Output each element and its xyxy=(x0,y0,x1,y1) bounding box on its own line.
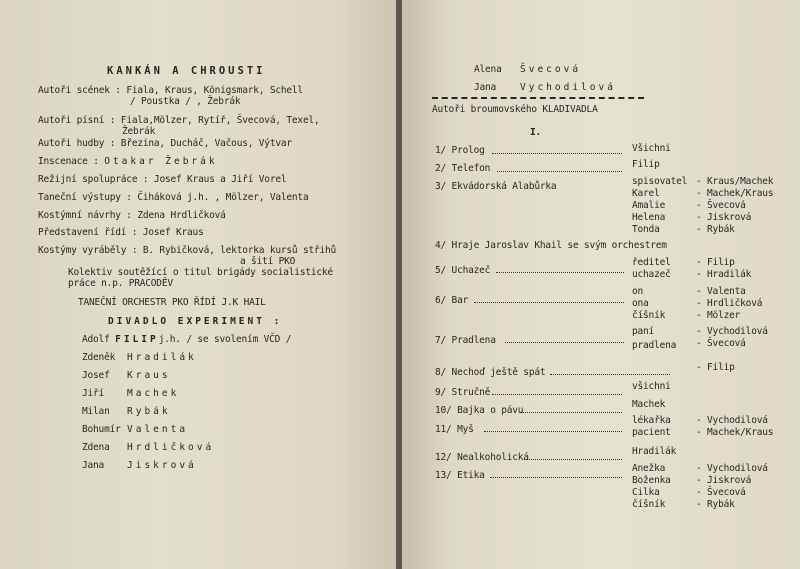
orchestra-line: TANEČNÍ ORCHESTR PKO ŘÍDÍ J.K HAIL xyxy=(78,297,266,308)
theatre-heading: DIVADLO EXPERIMENT : xyxy=(108,316,283,327)
program-item: 1/ Prolog xyxy=(435,145,485,156)
program-actor: - Valenta xyxy=(696,286,746,297)
leader-dots xyxy=(474,302,624,303)
leader-dots xyxy=(505,342,624,343)
leader-dots xyxy=(490,477,622,478)
credit-line: Autoři hudby : Březina, Ducháč, Vačous, Výtvar xyxy=(38,138,292,149)
leader-dots xyxy=(550,374,670,375)
program-role: Karel xyxy=(632,188,660,199)
program-item: 11/ Myš xyxy=(435,424,474,435)
cast-row-surname: Jiskrová xyxy=(127,460,197,471)
program-role: ředitel xyxy=(632,257,671,268)
credit-line: / Poustka / , Žebrák xyxy=(130,96,241,107)
leader-dots xyxy=(496,272,624,273)
program-item: 8/ Nechoď ještě spát xyxy=(435,367,546,378)
program-actor: - Rybák xyxy=(696,224,735,235)
program-role: Helena xyxy=(632,212,666,223)
cast-row: Zdeněk xyxy=(82,352,116,363)
program-role: Anežka xyxy=(632,463,666,474)
program-role: uchazeč xyxy=(632,269,671,280)
program-role: Tonda xyxy=(632,224,660,235)
cast-row: Jiří xyxy=(82,388,105,399)
right-page xyxy=(402,0,800,569)
program-actor: - Vychodilová xyxy=(696,326,768,337)
cast-row: Jana xyxy=(82,460,105,471)
credit-line: Taneční výstupy : Čiháková j.h. , Mölzer, Valenta xyxy=(38,192,309,203)
leader-dots xyxy=(492,394,622,395)
ensemble-line: Autoři broumovského KLADIVADLA xyxy=(432,104,598,115)
cast-row-surname: Machek xyxy=(127,388,180,399)
program-item: 12/ Nealkoholická xyxy=(435,452,529,463)
cast-row-surname: Rybák xyxy=(127,406,171,417)
program-actor: - Hrdličková xyxy=(696,298,763,309)
credit-line: Autoři scének : Fiala, Kraus, Königsmark, Schell xyxy=(38,85,303,96)
program-role: on xyxy=(632,286,644,297)
program-actor: - Jiskrová xyxy=(696,475,752,486)
program-item: 3/ Ekvádorská Alabůrka xyxy=(435,181,557,192)
program-role: lékařka xyxy=(632,415,671,426)
cast-row: Milan xyxy=(82,406,110,417)
leader-dots xyxy=(484,431,622,432)
program-item: 7/ Pradlena xyxy=(435,335,496,346)
program-role: Filip xyxy=(632,159,660,170)
program-item: 5/ Uchazeč xyxy=(435,265,491,276)
program-actor: - Kraus/Machek xyxy=(696,176,774,187)
program-item: 9/ Stručně xyxy=(435,387,491,398)
program-item: 10/ Bajka o pávu xyxy=(435,405,524,416)
program-role: Cilka xyxy=(632,487,660,498)
program-actor: - Filip xyxy=(696,362,735,373)
cast-row: Josef xyxy=(82,370,110,381)
program-actor: - Machek/Kraus xyxy=(696,188,774,199)
program-role: Boženka xyxy=(632,475,671,486)
program-actor: - Švecová xyxy=(696,338,746,349)
author-first: Jana xyxy=(474,82,497,93)
credit-line: a šití PKO xyxy=(240,256,296,267)
cast-row: Bohumír xyxy=(82,424,121,435)
program-actor: - Hradilák xyxy=(696,269,752,280)
leader-dots xyxy=(524,459,622,460)
author-first: Alena xyxy=(474,64,502,75)
credit-line: Inscenace : Otakar Žebrák xyxy=(38,156,218,167)
credit-line: Kostýmy vyráběly : B. Rybičková, lektorka kursů střihů xyxy=(38,245,337,256)
credit-line: Kostýmní návrhy : Zdena Hrdličková xyxy=(38,210,226,221)
program-actor: - Rybák xyxy=(696,499,735,510)
program-actor: - Mölzer xyxy=(696,310,741,321)
credit-line: Režijní spolupráce : Josef Kraus a Jiří Vorel xyxy=(38,174,287,185)
program-role: číšník xyxy=(632,499,666,510)
program-actor: - Filip xyxy=(696,257,735,268)
program-role: Amalie xyxy=(632,200,666,211)
credit-line: práce n.p. PRACODĚV xyxy=(68,278,173,289)
program-item: 6/ Bar xyxy=(435,295,469,306)
program-item: 13/ Etika xyxy=(435,470,485,481)
left-page xyxy=(0,0,398,569)
play-title: KANKÁN A CHROUSTI xyxy=(107,65,266,77)
cast-row-surname: Hrdličková xyxy=(127,442,215,453)
program-role: Machek xyxy=(632,399,666,410)
program-role: pacient xyxy=(632,427,671,438)
program-role: číšník xyxy=(632,310,666,321)
cast-row-surname: Hradilák xyxy=(127,352,197,363)
program-role: všichni xyxy=(632,381,671,392)
credit-line: Žebrák xyxy=(122,126,156,137)
cast-row: Adolf FILIPj.h. / se svolením VČD / xyxy=(82,334,292,345)
program-item: 4/ Hraje Jaroslav Khail se svým orchestrem xyxy=(435,240,667,251)
program-role: Hradilák xyxy=(632,446,677,457)
author-last: Švecová xyxy=(520,64,582,75)
act-number: I. xyxy=(530,127,542,138)
cast-row-surname: Valenta xyxy=(127,424,189,435)
program-role: paní xyxy=(632,326,655,337)
credit-line: Autoři písní : Fiala,Mölzer, Rytíř, Švecová, Texel, xyxy=(38,115,320,126)
program-role: spisovatel xyxy=(632,176,688,187)
program-role: ona xyxy=(632,298,649,309)
program-role: pradlena xyxy=(632,340,677,351)
credit-line: Kolektiv soutěžící o titul brigády socialistické xyxy=(68,267,333,278)
author-last: Vychodilová xyxy=(520,82,616,93)
cast-row-surname: Kraus xyxy=(127,370,171,381)
leader-dots xyxy=(497,171,622,172)
program-actor: - Machek/Kraus xyxy=(696,427,774,438)
program-actor: - Švecová xyxy=(696,200,746,211)
divider-line xyxy=(432,97,644,99)
program-actor: - Vychodilová xyxy=(696,415,768,426)
program-actor: - Švecová xyxy=(696,487,746,498)
program-item: 2/ Telefon xyxy=(435,163,491,174)
program-actor: - Vychodilová xyxy=(696,463,768,474)
leader-dots xyxy=(492,153,622,154)
program-actor: - Jiskrová xyxy=(696,212,752,223)
credit-line: Představení řídí : Josef Kraus xyxy=(38,227,204,238)
program-role: Všichni xyxy=(632,143,671,154)
cast-row: Zdena xyxy=(82,442,110,453)
leader-dots xyxy=(520,412,622,413)
